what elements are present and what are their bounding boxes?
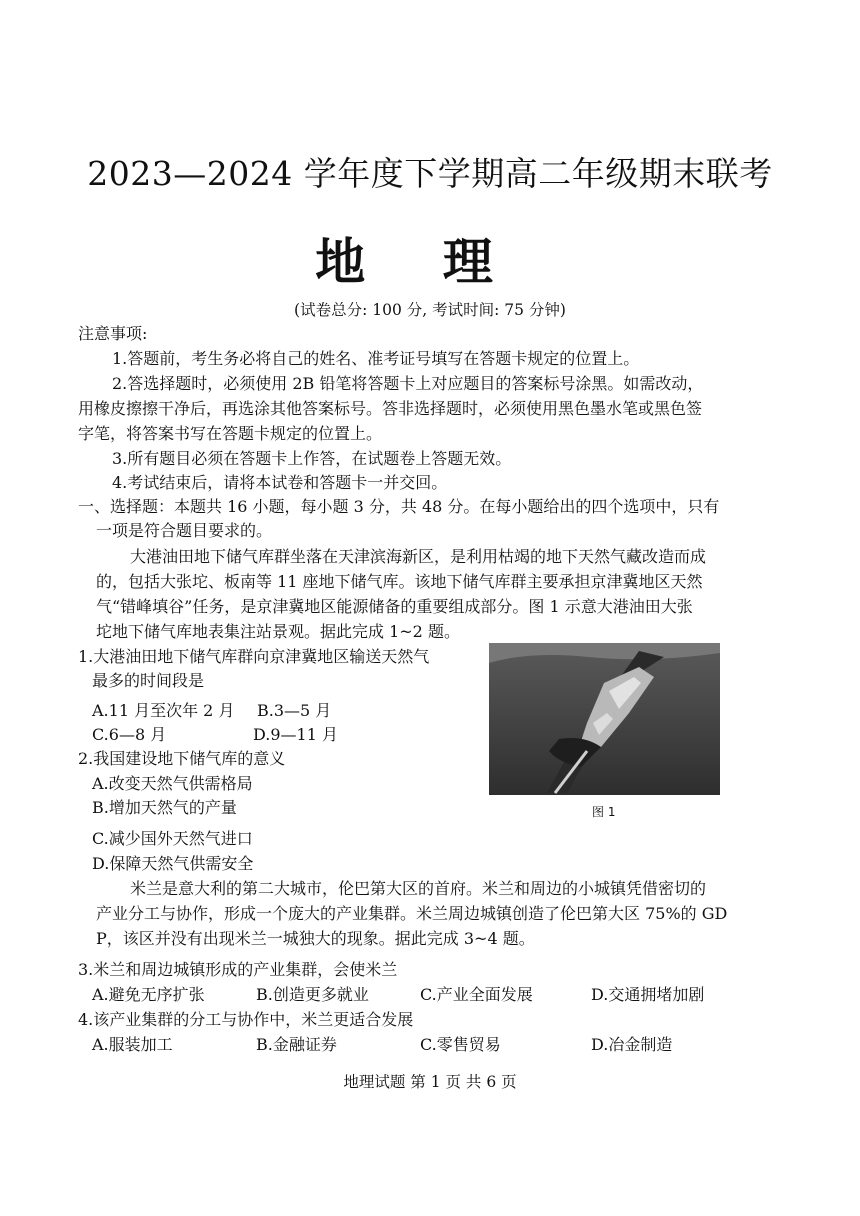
exam-title: 2023—2024 学年度下学期高二年级期末联考 xyxy=(87,154,773,193)
note-item-continued: 用橡皮擦擦干净后，再选涂其他答案标号。答非选择题时，必须使用黑色墨水笔或黑色签 xyxy=(78,399,703,418)
q4-option-a: A.服装加工 xyxy=(92,1035,173,1054)
q4-option-b: B.金融证券 xyxy=(256,1035,337,1054)
subject-title: 地 理 xyxy=(315,232,523,291)
question-3-stem: 3.米兰和周边城镇形成的产业集群，会使米兰 xyxy=(78,960,398,979)
q1-option-c: C.6—8 月 xyxy=(92,725,167,744)
question-4-stem: 4.该产业集群的分工与协作中，米兰更适合发展 xyxy=(78,1010,414,1029)
page-footer: 地理试题 第 1 页 共 6 页 xyxy=(343,1073,517,1091)
exam-meta: (试卷总分: 100 分, 考试时间: 75 分钟) xyxy=(294,301,566,319)
question-1-stem: 1.大港油田地下储气库群向京津冀地区输送天然气 xyxy=(78,647,430,666)
passage-line: 坨地下储气库地表集注站景观。据此完成 1~2 题。 xyxy=(96,622,460,641)
passage-line: 气“错峰填谷”任务，是京津冀地区能源储备的重要组成部分。图 1 示意大港油田大张 xyxy=(96,597,693,616)
q3-option-c: C.产业全面发展 xyxy=(420,985,533,1004)
q3-option-a: A.避免无序扩张 xyxy=(92,985,205,1004)
question-2-stem: 2.我国建设地下储气库的意义 xyxy=(78,749,286,768)
note-item: 1.答题前，考生务必将自己的姓名、准考证号填写在答题卡规定的位置上。 xyxy=(112,349,640,368)
notes-heading: 注意事项: xyxy=(78,324,148,343)
q4-option-c: C.零售贸易 xyxy=(420,1035,501,1054)
q3-option-d: D.交通拥堵加剧 xyxy=(591,985,705,1004)
passage-line: 大港油田地下储气库群坐落在天津滨海新区，是利用枯竭的地下天然气藏改造而成 xyxy=(130,547,707,566)
passage-line: P，该区并没有出现米兰一城独大的现象。据此完成 3~4 题。 xyxy=(96,929,535,948)
q1-option-b: B.3—5 月 xyxy=(257,701,332,720)
passage-line: 产业分工与协作，形成一个庞大的产业集群。米兰周边城镇创造了伦巴第大区 75%的 GD xyxy=(96,904,728,923)
question-1-stem-continued: 最多的时间段是 xyxy=(92,671,205,690)
note-item: 4.考试结束后，请将本试卷和答题卡一并交回。 xyxy=(112,473,448,492)
section-heading: 一、选择题：本题共 16 小题，每小题 3 分，共 48 分。在每小题给出的四个选项中，只有 xyxy=(78,497,720,516)
figure-1-caption: 图 1 xyxy=(592,805,616,819)
q2-option-a: A.改变天然气供需格局 xyxy=(92,774,253,793)
section-heading-continued: 一项是符合题目要求的。 xyxy=(96,521,273,540)
passage-line: 的，包括大张坨、板南等 11 座地下储气库。该地下储气库群主要承担京津冀地区天然 xyxy=(96,572,703,591)
note-item-continued: 字笔，将答案书写在答题卡规定的位置上。 xyxy=(78,424,383,443)
q2-option-b: B.增加天然气的产量 xyxy=(92,798,237,817)
q2-option-c: C.减少国外天然气进口 xyxy=(92,829,253,848)
q3-option-b: B.创造更多就业 xyxy=(256,985,369,1004)
note-item: 3.所有题目必须在答题卡上作答，在试题卷上答题无效。 xyxy=(112,449,512,468)
q1-option-a: A.11 月至次年 2 月 xyxy=(92,701,235,720)
q2-option-d: D.保障天然气供需安全 xyxy=(92,854,254,873)
q4-option-d: D.冶金制造 xyxy=(591,1035,673,1054)
q1-option-d: D.9—11 月 xyxy=(253,725,338,744)
figure-1-photo xyxy=(489,643,720,795)
note-item: 2.答选择题时，必须使用 2B 铅笔将答题卡上对应题目的答案标号涂黑。如需改动， xyxy=(112,374,704,393)
passage-line: 米兰是意大利的第二大城市，伦巴第大区的首府。米兰和周边的小城镇凭借密切的 xyxy=(130,879,707,898)
